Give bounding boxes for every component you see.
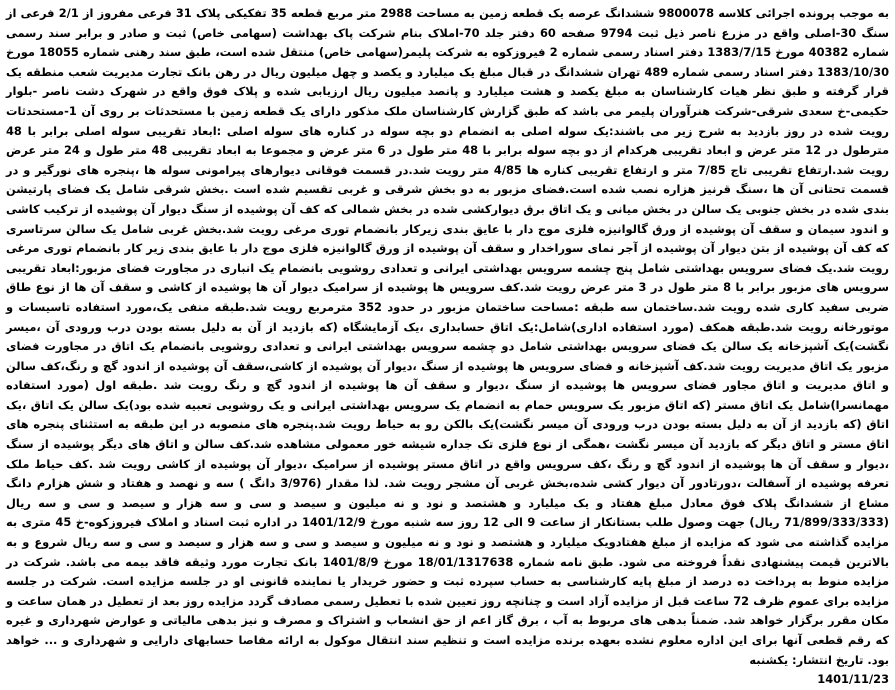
publication-date: 1401/11/23 [817,672,889,687]
notice-body: به موجب پرونده اجرائی کلاسه 9800078 ششدانگ عرصه یک قطعه زمین به مساحت 2988 متر مربع قطعه 35 تفکیکی پلاک 31 فرعی مفروز از 2/1 فرعی از سنگ 30-اصلی واقع در مزرع ناصر ذیل ثبت 9794 صفحه 60 دفتر جلد 70-املاک بنام شرکت پاک بهداشت (سهامی خاص) ثبت و صادر و برابر سند رسمی شماره 40382 مورخ 1383/7/15 دفتر اسناد رسمی شماره 2 فیروزکوه به شرکت پلیمر(سهامی خاص) منتقل شده است، طبق سند رهنی شماره 18055 مورخ 1383/10/30 دفتر اسناد رسمی شماره 489 تهران ششدانگ در قبال مبلغ یک میلیارد و یکصد و چهل میلیون ریال در رهن بانک تجارت مدیریت شعب منطقه یک قرار گرفته و طبق نظر هیات کارشناسان به مبلغ یکصد و هشت میلیارد و پانصد میلیون ریال ارزیابی شده و پلاک فوق واقع در شهرک دشت ناصر -بلوار حکیمی-خ سعدی شرقی-شرکت هنرآوران پلیمر می باشد که طبق گزارش کارشناسان ملک مذکور دارای یک قطعه زمین با مستحدثات بر روی آن 1-مستحدثات رویت شده در روز بازدید به شرح زیر می باشند:یک سوله اصلی به انضمام دو بچه سوله در کناره های سوله اصلی :ابعاد تقریبی سوله اصلی برابر با 48 مترطول در 12 متر عرض و ابعاد تقریبی هرکدام از دو بچه سوله برابر با 48 متر طول در 6 متر عرض و مجموعا به ابعاد تقریبی 48 متر طول و 24 متر عرض رویت شد.ارتفاع تقریبی تاج 7/85 متر و ارتفاع تقریبی کناره ها 4/85 متر رویت شد.در قسمت فوقانی دیوارهای پیرامونی سوله ها ،پنجره های نورگیر و در قسمت تحتانی آن ها ،سنگ قرنیز هزاره نصب شده است.فضای مزبور به دو بخش شرقی و غربی تقسیم شده است .بخش شرقی شامل یک فضای پارتیشن بندی شده در بخش جنوبی یک سالن در بخش میانی و یک اتاق برق دیوارکشی شده در بخش شمالی که کف آن پوشیده از سنگ دیوار آن پوشیده از ترکیب کاشی و اندود سیمان و سقف آن پوشیده از ورق گالوانیزه فلزی موج دار با عایق بندی زیرکار بانضمام توری مرغی رویت شد.بخش غربی شامل یک سالن سرتاسری که کف آن پوشیده از بتن دیوار آن پوشیده از آجر نمای سوراخدار و سقف آن پوشیده از ورق گالوانیزه فلزی موج دار با عایق بندی زیر کار بانضمام توری مرغی رویت شد.یک فضای سرویس بهداشتی شامل پنج چشمه سرویس بهداشتی ایرانی و تعدادی روشویی بانضمام یک انباری در مجاورت فضای مزبور:ابعاد تقریبی سرویس های مزبور برابر با 8 متر طول در 3 متر عرض رویت شد.کف سرویس ها پوشیده از سرامیک دیوار آن ها پوشیده از کاشی و سقف آن ها از نوع طاق ضربی سفید کاری شده رویت شد.ساختمان سه طبقه :مساحت ساختمان مزبور در حدود 352 مترمربع رویت شد.طبقه منفی یک،مورد استفاده تاسیسات و موتورخانه رویت شد.طبقه همکف (مورد استفاده اداری)شامل:یک اتاق حسابداری ،یک آزمایشگاه (که بازدید از آن به دلیل بسته بودن درب ورودی آن ،میسر نگشت)یک آشپزخانه یک سالن یک فضای سرویس بهداشتی شامل دو چشمه سرویس بهداشتی ایرانی و تعدادی روشویی بانضمام یک اتاق در مجاورت فضای مزبور یک اتاق مدیریت رویت شد.کف آشپزخانه و فضای سرویس ها پوشیده از سنگ ،دیوار آن پوشیده از کاشی،سقف آن پوشیده از اندود گچ و رنگ،کف سالن و اتاق مدیریت و اتاق مجاور فضای سرویس ها پوشیده از سنگ ،دیوار و سقف آن ها پوشیده از اندود گچ و رنگ رویت شد .طبقه اول (مورد استفاده مهمانسرا)شامل یک اتاق مستر (که اتاق مزبور یک سرویس حمام به انضمام یک سرویس بهداشتی ایرانی و یک روشویی تعبیه شده بود)یک سالن یک اتاق ،یک اتاق (که بازدید از آن به دلیل بسته بودن درب ورودی آن میسر نگشت)یک بالکن رو به حیاط رویت شد.پنجره های منصوبه در این طبقه به استثنای پنجره های اتاق مستر و اتاق دیگر که بازدید آن میسر نگشت ،همگی از نوع فلزی تک جداره شیشه خور معمولی مشاهده شد.کف سالن و اتاق های دیگر پوشیده از سنگ ،دیوار و سقف آن ها پوشیده از اندود گچ و رنگ ،کف سرویس واقع در اتاق مستر پوشیده از سرامیک ،دیوار آن پوشیده از کاشی رویت شد .کف حیاط ملک تعرفه پوشیده از آسفالت ،دورتادور آن دیوار کشی شده،بخش غربی آن مشجر رویت شد. لذا مقدار (3/976 دانگ ) سه و نهصد و هفتاد و شش هزارم دانگ مشاع از ششدانگ پلاک فوق معادل مبلغ هفتاد و یک میلیارد و هشتصد و نود و نه میلیون و سیصد و سی و سه هزار و سیصد و سی و سه ریال (71/899/333/333 ریال) جهت وصول طلب بستانکار از ساعت 9 الی 12 روز سه شنبه مورخ 1401/12/9 در اداره ثبت اسناد و املاک فیروزکوه-خ 45 متری به مزایده گذاشته می شود که مزایده از مبلغ هفتادویک میلیارد و هشتصد و نود و نه میلیون و سیصد و سی و سه هزار و سیصد و سی و سه ریال شروع و به بالاترین قیمت پیشنهادی نقداً فروخته می شود. طبق نامه شماره 18/01/1317638 مورخ 1401/8/9 بانک تجارت مورد وثیقه فاقد بیمه می باشد. شرکت در مزایده منوط به پرداخت ده درصد از مبلغ پایه کارشناسی به حساب سپرده ثبت و حضور خریدار یا نماینده قانونی او در جلسه مزایده است. شرکت در جلسه مزایده برای عموم ظرف 72 ساعت قبل از مزایده آزاد است و چنانچه روز تعیین شده با تعطیل رسمی مصادف گردد مزایده روز بعد از تعطیل در همان ساعت و مکان مقرر برگزار خواهد شد. ضمناً بدهی های مربوط به آب ، برق گاز اعم از حق انشعاب و اشتراک و مصرف و نیز بدهی مالیاتی و عوارض شهرداری و غیره که رقم قطعی آنها برای این اداره معلوم نشده بعهده برنده مزایده است و تنظیم سند انتقال موکول به ارائه مفاصا حسابهای دارایی و شهرداری و ... خواهد بود. تاریخ انتشار: یکشنبه [6,6,890,667]
